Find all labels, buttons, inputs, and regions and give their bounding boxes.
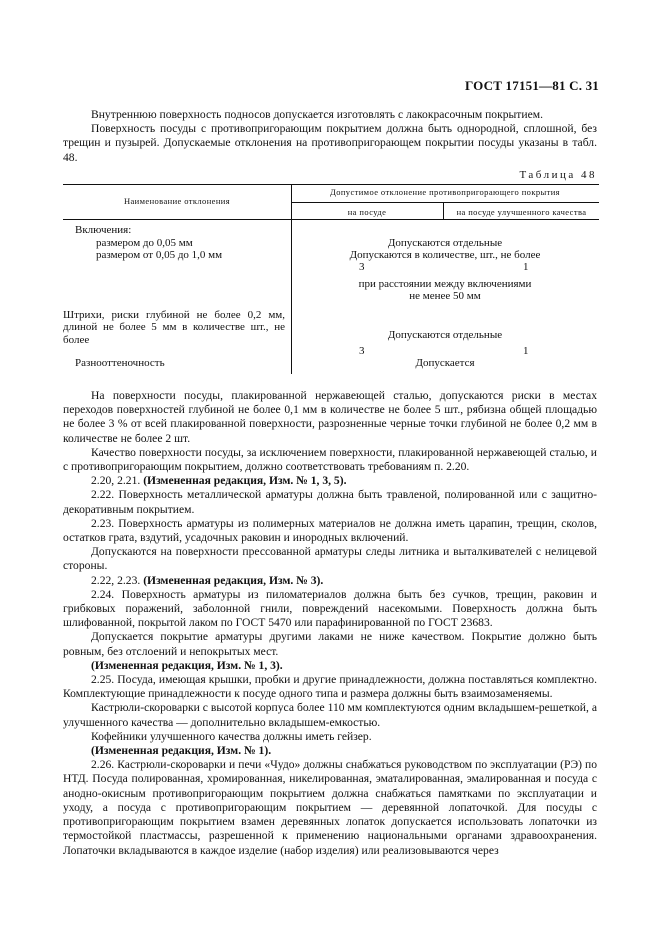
row-inclusions-number-regular: 3 — [359, 261, 365, 273]
table-header-bottom-rule — [63, 219, 599, 220]
column-header-name: Наименование отклонения — [123, 196, 231, 206]
paragraph-2-24: 2.24. Поверхность арматуры из пиломатериалов должна быть без сучков, трещин, раковин и грибковых поражений, заболонной гнили, повреждений насекомыми. Поверхность должна быть шлифованной, покрытой лаком по ГОСТ 5470 или парафинированной по ГОСТ 23683. — [63, 587, 597, 630]
subcolumn-header-improved: на посуде улучшенного качества — [456, 207, 587, 217]
paragraph-amendment-1 — [63, 474, 597, 488]
paragraph-pressure-cookers: Кастрюли-скороварки с высотой корпуса более 110 мм комплектуются одним вкладышем-решеткой, а улучшенного качества — дополнительно вкладышем-емкостью. — [63, 701, 597, 729]
table-48 — [63, 184, 599, 374]
row-inclusions-number-improved: 1 — [523, 261, 529, 273]
paragraph-surface-quality: Качество поверхности посуды, за исключением поверхности, плакированной нержавеющей сталью, и с противопригорающим покрытием, должно соответствовать требованиям п. 2.20. — [63, 445, 597, 474]
page-header: ГОСТ 17151—81 С. 31 — [465, 78, 599, 93]
clause-number: 2.22, 2.23. — [91, 573, 141, 587]
body-text — [63, 389, 597, 858]
row-scratches-number-regular: 3 — [359, 345, 365, 357]
table-caption: Таблица 48 — [519, 169, 597, 181]
clause-number: 2.20, 2.21. — [91, 474, 141, 488]
subcolumn-header-regular: на посуде — [347, 207, 387, 217]
table-subheader-rule — [291, 202, 599, 203]
row-scratches-label: Штрихи, риски глубиной не более 0,2 мм, длиной не более 5 мм в количестве шт., не более — [63, 309, 285, 346]
paragraph-pressed-fittings: Допускаются на поверхности прессованной арматуры следы литника и выталкивателей с нелицевой стороны. — [63, 545, 597, 573]
intro-paragraph-2: Поверхность посуды с противопригорающим покрытием должна быть однородной, сплошной, без трещин и пузырей. Допускаемые отклонения на противопригорающем покрытии посуды указаны в табл. 48. — [63, 122, 597, 164]
row-inclusions-value2: Допускаются в количестве, шт., не более — [349, 249, 541, 261]
row-scratches-number-improved: 1 — [523, 345, 529, 357]
amendment-note: (Измененная редакция, Изм. № 3). — [143, 573, 324, 587]
row-inclusions-sub2: размером от 0,05 до 1,0 мм — [96, 249, 223, 261]
row-inclusions-value3: при расстоянии между включениями — [358, 278, 532, 290]
paragraph-2-26: 2.26. Кастрюли-скороварки и печи «Чудо» должны снабжаться руководством по эксплуатации (РЭ) по НТД. Посуда полированная, хромированная, никелированная, эматалированная, эмалированная и посуда с анодно-окисным противопригорающим покрытием должна снабжаться памятками по эксплуатации и уходу, а посуда с противопригорающим покрытием — деревянной лопаточкой. Для посуды с противопригорающим покрытием взамен деревянных лопаток допускается использовать лопаточки из термостойкой пластмассы, разрешенной к применению национальными органами здравоохранения. Лопаточки вкладываются в каждое изделие (набор изделия) или реализовываются через — [63, 758, 597, 857]
row-shades-value: Допускается — [415, 357, 475, 369]
column-header-allowed: Допустимое отклонение противопригорающего покрытия — [330, 187, 560, 197]
paragraph-2-23: 2.23. Поверхность арматуры из полимерных материалов не должна иметь царапин, трещин, сколов, остатков грата, вздутий, усадочных раковин и инородных включений. — [63, 516, 597, 545]
table-top-rule — [63, 184, 599, 185]
intro-text — [63, 108, 597, 165]
row-inclusions-label: Включения: — [75, 224, 132, 236]
paragraph-varnish: Допускается покрытие арматуры другими лаками не ниже качеством. Покрытие должно быть ровным, без отслоений и непокрытых мест. — [63, 630, 597, 658]
row-inclusions-sub1: размером до 0,05 мм — [96, 237, 193, 249]
paragraph-amendment-2 — [63, 574, 597, 588]
intro-paragraph-1: Внутреннюю поверхность подносов допускается изготовлять с лакокрасочным покрытием. — [91, 108, 543, 121]
paragraph-amendment-4: (Измененная редакция, Изм. № 1). — [91, 744, 272, 758]
row-inclusions-value1: Допускаются отдельные — [387, 237, 503, 249]
paragraph-2-22: 2.22. Поверхность металлической арматуры должна быть травленой, полированной или с защитно-декоративным покрытием. — [63, 488, 597, 516]
amendment-note: (Измененная редакция, Изм. № 1, 3, 5). — [143, 474, 347, 488]
row-shades-label: Разнооттеночность — [75, 357, 165, 369]
paragraph-2-25: 2.25. Посуда, имеющая крышки, пробки и другие принадлежности, должна поставляться комплектно. Комплектующие принадлежности к посуде одного типа и размера должны быть взаимозаменяемы. — [63, 673, 597, 701]
paragraph-amendment-3: (Измененная редакция, Изм. № 1, 3). — [91, 658, 283, 672]
paragraph-cladded-surface: На поверхности посуды, плакированной нержавеющей сталью, допускаются риски в местах переходов поверхностей глубиной не более 0,1 мм в количестве не более 5 шт., рябизна общей площадью не более 3 % от всей плакированной поверхности, разрозненные черные точки глубиной не более 0,2 мм в количестве не более 2 шт. — [63, 389, 597, 445]
paragraph-coffee-pots: Кофейники улучшенного качества должны иметь гейзер. — [91, 729, 372, 743]
row-inclusions-value4: не менее 50 мм — [409, 290, 481, 302]
row-scratches-value: Допускаются отдельные — [387, 329, 503, 341]
